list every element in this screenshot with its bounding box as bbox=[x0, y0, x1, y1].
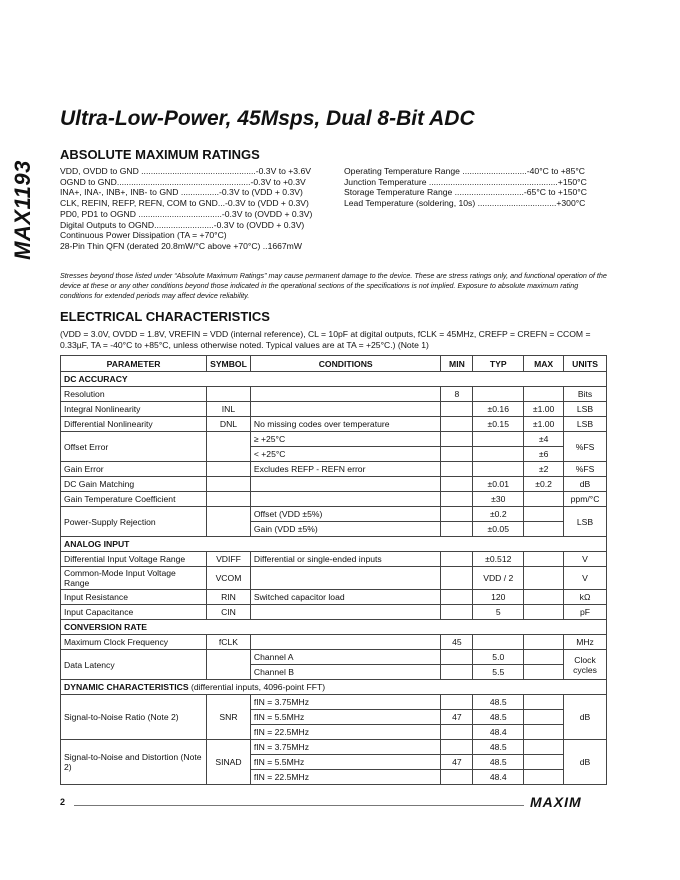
table-cell: dB bbox=[564, 695, 607, 740]
table-cell bbox=[524, 590, 564, 605]
table-cell bbox=[524, 552, 564, 567]
table-cell: 8 bbox=[441, 387, 473, 402]
table-cell bbox=[441, 567, 473, 590]
table-cell: ±0.2 bbox=[524, 477, 564, 492]
table-cell: ±0.2 bbox=[473, 507, 524, 522]
table-cell bbox=[441, 522, 473, 537]
table-cell: Gain Temperature Coefficient bbox=[61, 492, 207, 507]
table-cell: 48.4 bbox=[473, 725, 524, 740]
table-cell: 47 bbox=[441, 755, 473, 770]
table-row bbox=[61, 477, 607, 492]
table-cell bbox=[524, 665, 564, 680]
table-cell: No missing codes over temperature bbox=[250, 417, 441, 432]
table-row bbox=[61, 620, 607, 635]
table-cell: Channel A bbox=[250, 650, 441, 665]
table-cell: VDD / 2 bbox=[473, 567, 524, 590]
side-part-number: MAX1193 bbox=[10, 160, 35, 260]
table-cell: Gain (VDD ±5%) bbox=[250, 522, 441, 537]
amr-item: INA+, INA-, INB+, INB- to GND ................-0.3V to (VDD + 0.3V) bbox=[60, 187, 303, 198]
table-cell bbox=[441, 725, 473, 740]
table-cell bbox=[473, 387, 524, 402]
amr-item: CLK, REFIN, REFP, REFN, COM to GND...-0.3V to (VDD + 0.3V) bbox=[60, 198, 309, 209]
table-cell: 120 bbox=[473, 590, 524, 605]
amr-item: Operating Temperature Range ...........................-40°C to +85°C bbox=[344, 166, 586, 176]
table-cell: Gain Error bbox=[61, 462, 207, 477]
table-cell: DNL bbox=[207, 417, 251, 432]
table-cell: Differential Input Voltage Range bbox=[61, 552, 207, 567]
table-cell: Power-Supply Rejection bbox=[61, 507, 207, 537]
table-cell: 5.0 bbox=[473, 650, 524, 665]
table-cell bbox=[524, 695, 564, 710]
table-cell bbox=[524, 522, 564, 537]
table-cell bbox=[250, 402, 441, 417]
column-header: MIN bbox=[441, 356, 473, 372]
table-cell: 45 bbox=[441, 635, 473, 650]
section-header: DYNAMIC CHARACTERISTICS (differential inputs, 4096-point FFT) bbox=[61, 680, 607, 695]
table-cell: Input Capacitance bbox=[61, 605, 207, 620]
amr-item: PD0, PD1 to OGND ...................................-0.3V to (OVDD + 0.3V) bbox=[60, 208, 313, 219]
table-cell: ±1.00 bbox=[524, 402, 564, 417]
footer-rule bbox=[74, 805, 524, 806]
table-cell: fIN = 3.75MHz bbox=[250, 695, 441, 710]
table-cell: fIN = 22.5MHz bbox=[250, 770, 441, 785]
table-cell bbox=[524, 725, 564, 740]
table-cell: 48.5 bbox=[473, 710, 524, 725]
table-row bbox=[61, 492, 607, 507]
table-cell bbox=[441, 695, 473, 710]
table-cell bbox=[441, 477, 473, 492]
ec-table bbox=[60, 355, 607, 785]
table-row bbox=[61, 537, 607, 552]
table-cell: Switched capacitor load bbox=[250, 590, 441, 605]
table-cell: V bbox=[564, 552, 607, 567]
table-cell bbox=[524, 567, 564, 590]
table-row bbox=[61, 635, 607, 650]
table-cell: 5.5 bbox=[473, 665, 524, 680]
table-cell: Signal-to-Noise Ratio (Note 2) bbox=[61, 695, 207, 740]
table-cell bbox=[524, 387, 564, 402]
table-cell: Differential or single-ended inputs bbox=[250, 552, 441, 567]
page-number: 2 bbox=[60, 797, 66, 807]
amr-item: Storage Temperature Range .............................-65°C to +150°C bbox=[344, 187, 587, 198]
table-cell: LSB bbox=[564, 507, 607, 537]
table-cell: VDIFF bbox=[207, 552, 251, 567]
table-cell bbox=[524, 492, 564, 507]
table-cell: ±0.16 bbox=[473, 402, 524, 417]
table-cell: ±1.00 bbox=[524, 417, 564, 432]
table-cell bbox=[441, 740, 473, 755]
table-cell: Resolution bbox=[61, 387, 207, 402]
table-cell: ±6 bbox=[524, 447, 564, 462]
table-cell: LSB bbox=[564, 417, 607, 432]
table-cell: Data Latency bbox=[61, 650, 207, 680]
table-cell bbox=[441, 665, 473, 680]
table-cell: V bbox=[564, 567, 607, 590]
table-row bbox=[61, 567, 607, 590]
table-cell: fIN = 5.5MHz bbox=[250, 755, 441, 770]
table-cell: Channel B bbox=[250, 665, 441, 680]
table-cell bbox=[473, 462, 524, 477]
table-cell: ±2 bbox=[524, 462, 564, 477]
table-cell bbox=[441, 605, 473, 620]
table-cell: VCOM bbox=[207, 567, 251, 590]
table-cell bbox=[473, 447, 524, 462]
table-cell: fIN = 3.75MHz bbox=[250, 740, 441, 755]
table-cell: fCLK bbox=[207, 635, 251, 650]
table-cell bbox=[207, 387, 251, 402]
table-cell bbox=[441, 507, 473, 522]
amr-item: Lead Temperature (soldering, 10s) .................................+300°C bbox=[344, 198, 586, 209]
table-cell: INL bbox=[207, 402, 251, 417]
amr-left-list bbox=[60, 166, 312, 252]
table-cell: fIN = 22.5MHz bbox=[250, 725, 441, 740]
table-cell bbox=[207, 507, 251, 537]
table-cell bbox=[441, 492, 473, 507]
section-header: ANALOG INPUT bbox=[61, 537, 607, 552]
table-cell bbox=[524, 507, 564, 522]
table-cell: LSB bbox=[564, 402, 607, 417]
table-cell bbox=[207, 462, 251, 477]
table-cell bbox=[524, 605, 564, 620]
table-cell bbox=[250, 387, 441, 402]
table-cell: ±0.05 bbox=[473, 522, 524, 537]
table-row bbox=[61, 695, 607, 710]
table-cell bbox=[524, 755, 564, 770]
table-cell bbox=[207, 477, 251, 492]
table-cell: ±0.01 bbox=[473, 477, 524, 492]
table-row bbox=[61, 402, 607, 417]
table-cell bbox=[441, 447, 473, 462]
table-row bbox=[61, 387, 607, 402]
table-cell: Integral Nonlinearity bbox=[61, 402, 207, 417]
table-cell: < +25°C bbox=[250, 447, 441, 462]
table-cell bbox=[207, 432, 251, 462]
table-row bbox=[61, 650, 607, 665]
table-cell bbox=[441, 552, 473, 567]
table-cell bbox=[441, 402, 473, 417]
table-cell bbox=[441, 590, 473, 605]
table-cell bbox=[473, 432, 524, 447]
table-cell bbox=[473, 635, 524, 650]
table-cell: Maximum Clock Frequency bbox=[61, 635, 207, 650]
table-row bbox=[61, 432, 607, 447]
table-row bbox=[61, 507, 607, 522]
table-cell: ±30 bbox=[473, 492, 524, 507]
table-row bbox=[61, 372, 607, 387]
table-cell: ppm/°C bbox=[564, 492, 607, 507]
table-cell: fIN = 5.5MHz bbox=[250, 710, 441, 725]
table-cell bbox=[250, 635, 441, 650]
table-cell: Bits bbox=[564, 387, 607, 402]
table-row bbox=[61, 552, 607, 567]
table-cell: Common-Mode Input Voltage Range bbox=[61, 567, 207, 590]
table-cell: 48.4 bbox=[473, 770, 524, 785]
amr-item: Junction Temperature ......................................................+150°C bbox=[344, 176, 587, 187]
table-cell bbox=[524, 770, 564, 785]
table-cell bbox=[524, 710, 564, 725]
column-header: CONDITIONS bbox=[250, 356, 441, 372]
column-header: SYMBOL bbox=[207, 356, 251, 372]
amr-item: Continuous Power Dissipation (TA = +70°C) bbox=[60, 230, 227, 241]
table-row bbox=[61, 417, 607, 432]
table-cell bbox=[441, 770, 473, 785]
table-cell: Excludes REFP - REFN error bbox=[250, 462, 441, 477]
section-header: DC ACCURACY bbox=[61, 372, 607, 387]
table-cell: Differential Nonlinearity bbox=[61, 417, 207, 432]
amr-item: OGND to GND........................................................-0.3V to +0.3V bbox=[60, 176, 306, 187]
table-cell: SINAD bbox=[207, 740, 251, 785]
table-cell bbox=[524, 635, 564, 650]
table-cell: 48.5 bbox=[473, 695, 524, 710]
table-cell: RIN bbox=[207, 590, 251, 605]
column-header: UNITS bbox=[564, 356, 607, 372]
table-cell bbox=[250, 492, 441, 507]
column-header: TYP bbox=[473, 356, 524, 372]
table-cell: 47 bbox=[441, 710, 473, 725]
table-cell bbox=[524, 650, 564, 665]
table-header-row bbox=[61, 356, 607, 372]
table-cell: ±0.512 bbox=[473, 552, 524, 567]
table-cell: Input Resistance bbox=[61, 590, 207, 605]
page-title: Ultra-Low-Power, 45Msps, Dual 8-Bit ADC bbox=[60, 107, 475, 130]
table-cell: ≥ +25°C bbox=[250, 432, 441, 447]
table-cell: SNR bbox=[207, 695, 251, 740]
table-cell: DC Gain Matching bbox=[61, 477, 207, 492]
table-cell: kΩ bbox=[564, 590, 607, 605]
table-row bbox=[61, 605, 607, 620]
table-cell: ±4 bbox=[524, 432, 564, 447]
table-cell: Signal-to-Noise and Distortion (Note 2) bbox=[61, 740, 207, 785]
table-cell: 5 bbox=[473, 605, 524, 620]
amr-item: 28-Pin Thin QFN (derated 20.8mW/°C above +70°C) ..1667mW bbox=[60, 240, 302, 251]
table-cell: dB bbox=[564, 740, 607, 785]
maxim-logo: MAXIM bbox=[530, 794, 582, 810]
table-cell bbox=[250, 605, 441, 620]
table-cell bbox=[441, 650, 473, 665]
table-cell: %FS bbox=[564, 462, 607, 477]
column-header: PARAMETER bbox=[61, 356, 207, 372]
table-cell: Clock cycles bbox=[564, 650, 607, 680]
table-cell bbox=[441, 432, 473, 447]
table-cell: Offset (VDD ±5%) bbox=[250, 507, 441, 522]
amr-heading: ABSOLUTE MAXIMUM RATINGS bbox=[60, 147, 260, 162]
table-cell: CIN bbox=[207, 605, 251, 620]
ec-conditions: (VDD = 3.0V, OVDD = 1.8V, VREFIN = VDD (internal reference), CL = 10pF at digital outputs, fCLK = 45MHz, CREFP = CREFN = CCOM = 0.33µF, TA = -40°C to +85°C, unless otherwise noted. Typical values are at TA = +25°C.) (Note 1) bbox=[60, 329, 591, 350]
table-cell: %FS bbox=[564, 432, 607, 462]
section-header: CONVERSION RATE bbox=[61, 620, 607, 635]
amr-item: VDD, OVDD to GND ................................................-0.3V to +3.6V bbox=[60, 166, 311, 176]
table-cell: 48.5 bbox=[473, 755, 524, 770]
table-cell bbox=[250, 477, 441, 492]
table-cell: dB bbox=[564, 477, 607, 492]
column-header: MAX bbox=[524, 356, 564, 372]
table-cell bbox=[441, 462, 473, 477]
table-row bbox=[61, 590, 607, 605]
table-cell: Offset Error bbox=[61, 432, 207, 462]
amr-item: Digital Outputs to OGND.........................-0.3V to (OVDD + 0.3V) bbox=[60, 219, 305, 230]
table-row bbox=[61, 462, 607, 477]
table-cell bbox=[207, 650, 251, 680]
table-cell: MHz bbox=[564, 635, 607, 650]
stress-note: Stresses beyond those listed under “Absolute Maximum Ratings” may cause permanent damage to the device. These are stress ratings only, and functional operation of the device at these or any other conditions beyond those indicated in the operational sections of the specifications is not implied. Exposure to absolute maximum rating conditions for extended periods may affect device reliability. bbox=[60, 271, 607, 300]
table-cell bbox=[250, 567, 441, 590]
table-cell: 48.5 bbox=[473, 740, 524, 755]
table-cell: ±0.15 bbox=[473, 417, 524, 432]
ec-heading: ELECTRICAL CHARACTERISTICS bbox=[60, 309, 270, 324]
table-row bbox=[61, 680, 607, 695]
table-row bbox=[61, 740, 607, 755]
table-cell bbox=[441, 417, 473, 432]
table-cell: pF bbox=[564, 605, 607, 620]
amr-right-list bbox=[344, 166, 587, 209]
table-cell bbox=[207, 492, 251, 507]
table-cell bbox=[524, 740, 564, 755]
